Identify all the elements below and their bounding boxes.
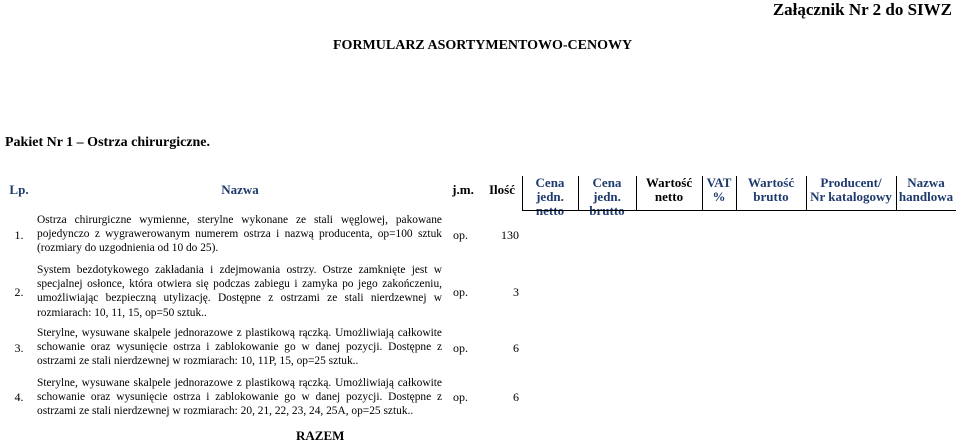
row-lp: 1. [14, 228, 24, 242]
header-value-gross: Wartość brutto [747, 175, 795, 204]
header-unit: j.m. [452, 182, 474, 197]
row-qty: 3 [513, 285, 519, 299]
form-title: FORMULARZ ASORTYMENTOWO-CENOWY [333, 38, 633, 53]
row-description: Sterylne, wysuwane skalpele jednorazowe z plastikową rączką. Umożliwiają całkowite schowanie oraz wysunięcie ostrza i zablokowanie go w danej pozycji. Dostępne z ostrzami ze stali nierdzewnej w rozmiarach: 10, 11P, 15, op=25 sztuk.. [37, 327, 442, 368]
divider [896, 176, 897, 210]
package-title: Pakiet Nr 1 – Ostrza chirurgiczne. [5, 135, 211, 150]
divider [522, 210, 956, 211]
header-lp: Lp. [9, 182, 29, 197]
row-qty: 6 [513, 390, 519, 404]
row-unit: op. [453, 285, 468, 299]
row-qty: 130 [501, 228, 519, 242]
header-value-net: Wartość netto [645, 175, 693, 204]
divider [636, 176, 637, 210]
row-description: Sterylne, wysuwane skalpele jednorazowe z plastikową rączką. Umożliwiają całkowite schowanie oraz wysunięcie ostrza i zablokowanie go w danej pozycji. Dostępne z ostrzami ze stali nierdzewnej w rozmiarach: 20, 21, 22, 23, 24, 25A, op=25 sztuk.. [37, 377, 442, 418]
row-qty: 6 [513, 341, 519, 355]
attachment-label: Załącznik Nr 2 do SIWZ [772, 0, 952, 19]
header-price-gross: Cena jedn. brutto [589, 175, 625, 218]
row-lp: 3. [14, 341, 24, 355]
divider [736, 176, 737, 210]
header-producer: Producent/ Nr katalogowy [810, 175, 892, 204]
divider [702, 176, 703, 210]
row-unit: op. [453, 390, 468, 404]
row-description: Ostrza chirurgiczne wymienne, sterylne wykonane ze stali węglowej, pakowane pojedynczo z wygrawerowanym numerem ostrza i nazwą producenta, op=100 sztuk (rozmiary do uzgodnienia od 10 do 25). [37, 214, 442, 255]
total-label: RAZEM [296, 428, 345, 443]
row-description: System bezdotykowego zakładania i zdejmowania ostrzy. Ostrze zamknięte jest w specjalnej osłonce, która otwiera się podczas zabiegu i zamyka po jego zakończeniu, umożliwiając bezpieczną utylizację. Dostępne z ostrzami ze stali nierdzewnej w rozmiarach: 10, 11, 15, op=50 sztuk.. [37, 264, 442, 319]
divider [806, 176, 807, 210]
divider [578, 176, 579, 210]
header-qty: Ilość [489, 182, 515, 197]
header-vat: VAT % [706, 175, 732, 204]
row-unit: op. [453, 341, 468, 355]
divider [522, 176, 523, 210]
header-trade-name: Nazwa handlowa [898, 175, 954, 204]
header-name: Nazwa [221, 182, 259, 197]
header-price-net: Cena jedn. netto [535, 175, 565, 218]
row-lp: 4. [14, 390, 24, 404]
row-lp: 2. [14, 285, 24, 299]
row-unit: op. [453, 228, 468, 242]
